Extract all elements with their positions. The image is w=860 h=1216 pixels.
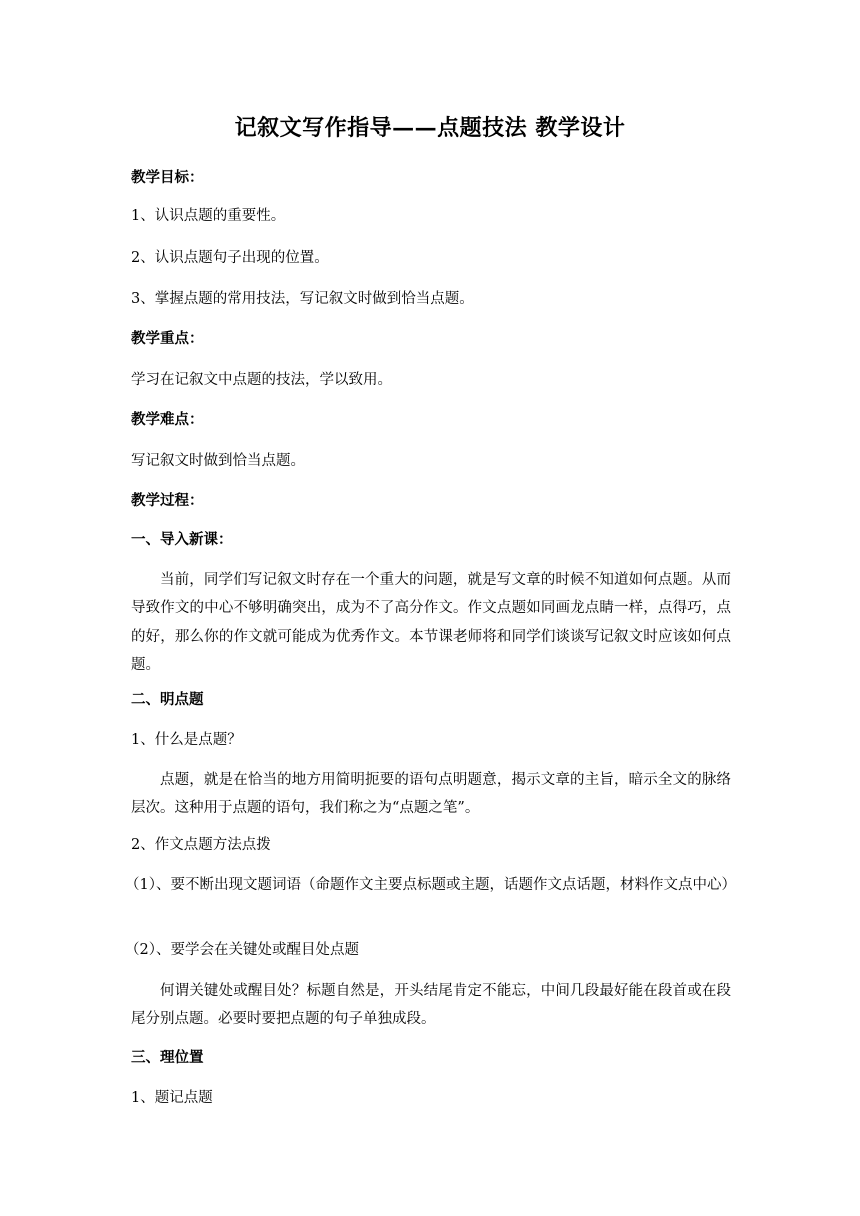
- process-heading: 教学过程：: [131, 492, 204, 509]
- section3-item-1: 1、题记点题: [131, 1090, 213, 1106]
- section2-method-2: （2）、要学会在关键处或醒目处点题: [125, 942, 359, 958]
- objectives-heading: 教学目标：: [131, 169, 204, 186]
- section2-method-2-paragraph: 何谓关键处或醒目处？标题自然是，开头结尾肯定不能忘，中间几段最好能在段首或在段尾分别点题。必要时要把点题的句子单独成段。: [131, 983, 731, 1028]
- key-point-text: 学习在记叙文中点题的技法，学以致用。: [131, 372, 392, 388]
- difficulty-text: 写记叙文时做到恰当点题。: [131, 453, 305, 469]
- document-title: 记叙文写作指导——点题技法 教学设计: [234, 115, 626, 141]
- section3-heading: 三、理位置: [131, 1049, 204, 1066]
- section1-paragraph: 当前，同学们写记叙文时存在一个重大的问题，就是写文章的时候不知道如何点题。从而导致作文的中心不够明确突出，成为不了高分作文。作文点题如同画龙点睛一样，点得巧，点的好，那么你的作文就可能成为优秀作文。本节课老师将和同学们谈谈写记叙文时应该如何点题。: [131, 572, 731, 673]
- key-point-heading: 教学重点：: [131, 330, 204, 347]
- objective-item-2: 2、认识点题句子出现的位置。: [131, 250, 329, 266]
- section2-question-1-paragraph: 点题，就是在恰当的地方用简明扼要的语句点明题意，揭示文章的主旨，暗示全文的脉络层次。这种用于点题的语句，我们称之为“点题之笔”。: [131, 772, 731, 817]
- objective-item-3: 3、掌握点题的常用技法，写记叙文时做到恰当点题。: [131, 291, 474, 307]
- section2-question-2: 2、作文点题方法点拨: [131, 837, 271, 853]
- section2-heading: 二、明点题: [131, 691, 204, 708]
- section1-heading: 一、导入新课：: [131, 531, 233, 548]
- section2-question-1: 1、什么是点题？: [131, 732, 242, 748]
- difficulty-heading: 教学难点：: [131, 411, 204, 428]
- objective-item-1: 1、认识点题的重要性。: [131, 208, 286, 224]
- section2-method-1: （1）、要不断出现文题词语（命题作文主要点标题或主题，话题作文点话题，材料作文点中心）: [125, 877, 736, 893]
